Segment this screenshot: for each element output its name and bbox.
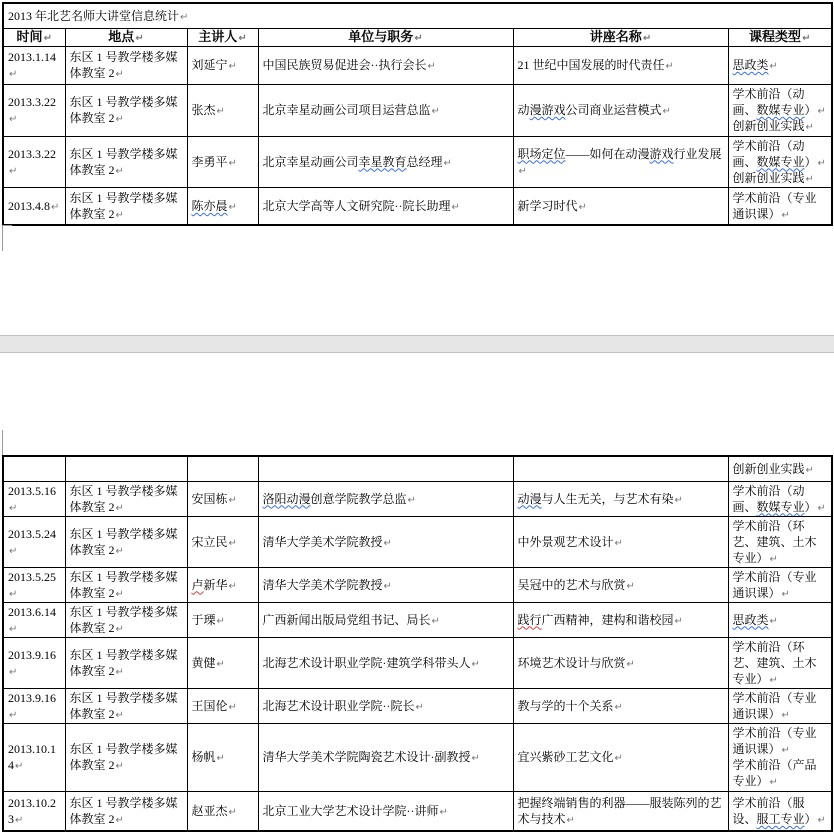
paragraph-mark-icon: ↵ xyxy=(626,658,635,670)
cell-paragraph: 学术前沿（动画、数媒专业）↵ xyxy=(732,138,826,169)
paragraph-mark-icon: ↵ xyxy=(228,580,237,592)
cell-paragraph: 吴冠中的艺术与欣赏↵ xyxy=(517,577,635,592)
table-cell[interactable] xyxy=(3,516,65,567)
table-cell[interactable] xyxy=(3,723,65,791)
title-row xyxy=(3,3,832,28)
table-cell[interactable] xyxy=(728,602,832,637)
paragraph-mark-icon: ↵ xyxy=(781,745,790,756)
paragraph-mark-icon: ↵ xyxy=(614,537,623,549)
paragraph-mark-icon: ↵ xyxy=(9,545,18,557)
cell-paragraph: 东区 1 号教学楼多媒体教室 2↵ xyxy=(69,569,178,600)
cell-paragraph: 2013.3.22↵ xyxy=(8,146,56,177)
cell-paragraph: 创新创业实践↵ xyxy=(732,170,814,185)
paragraph-mark-icon: ↵ xyxy=(383,580,392,592)
cell-paragraph: 2013.1.14↵ xyxy=(8,50,56,80)
table-cell[interactable] xyxy=(187,46,258,84)
spellcheck-squiggle: 思政类 xyxy=(732,58,769,72)
paragraph-mark-icon: ↵ xyxy=(665,61,674,72)
table-cell[interactable] xyxy=(65,46,187,84)
table-cell[interactable] xyxy=(65,136,187,187)
cell-paragraph: 于瑮↵ xyxy=(191,612,225,627)
table-cell[interactable] xyxy=(728,456,832,481)
table-cell[interactable] xyxy=(65,481,187,516)
paragraph-mark-icon: ↵ xyxy=(802,33,811,44)
paragraph-mark-icon: ↵ xyxy=(9,709,18,721)
paragraph-mark-icon: ↵ xyxy=(115,588,124,600)
cell-paragraph: 中外景观艺术设计↵ xyxy=(517,534,623,549)
table-cell[interactable] xyxy=(3,688,65,723)
cell-paragraph: 动漫游戏公司商业运营模式↵ xyxy=(517,103,671,117)
paragraph-mark-icon: ↵ xyxy=(415,701,424,713)
paragraph-mark-icon: ↵ xyxy=(216,658,225,670)
cell-paragraph: 环境艺术设计与欣赏↵ xyxy=(517,655,635,670)
paragraph-mark-icon: ↵ xyxy=(216,106,225,117)
cell-paragraph: 学术前沿（专业通识课）↵ xyxy=(732,190,817,221)
table-row xyxy=(3,84,832,136)
table-cell[interactable] xyxy=(65,688,187,723)
spellcheck-squiggle: 思政类 xyxy=(732,612,769,627)
cell-paragraph: 学术前沿（环艺、建筑、土木专业）↵ xyxy=(732,639,817,686)
paragraph-mark-icon: ↵ xyxy=(9,69,18,80)
lecture-info-table-page2 xyxy=(2,455,833,832)
paragraph-mark-icon: ↵ xyxy=(662,106,671,117)
table-row xyxy=(3,602,832,637)
cell-paragraph: 东区 1 号教学楼多媒体教室 2↵ xyxy=(69,483,178,514)
paragraph-mark-icon: ↵ xyxy=(9,502,18,514)
spellcheck-squiggle: 数媒专业 xyxy=(756,103,805,117)
paragraph-mark-icon: ↵ xyxy=(115,709,124,721)
table-cell[interactable] xyxy=(513,187,728,225)
paragraph-mark-icon: ↵ xyxy=(817,502,826,514)
paragraph-mark-icon: ↵ xyxy=(674,615,683,627)
cell-paragraph: 广西新闻出版局党组书记、局长↵ xyxy=(262,612,440,627)
table-cell[interactable] xyxy=(258,637,513,688)
cell-paragraph: 清华大学美术学院教授↵ xyxy=(262,534,392,549)
table-cell[interactable] xyxy=(187,481,258,516)
paragraph-mark-icon: ↵ xyxy=(431,106,440,117)
table-cell[interactable] xyxy=(65,723,187,791)
table-cell[interactable] xyxy=(3,791,65,831)
cell-paragraph: 学术前沿（动画、数媒专业）↵ xyxy=(732,87,826,117)
paragraph-mark-icon: ↵ xyxy=(216,615,225,627)
header-label: 单位与职务 xyxy=(348,29,414,44)
cell-paragraph: 洛阳动漫创意学院教学总监↵ xyxy=(262,491,416,506)
table-cell[interactable] xyxy=(258,136,513,187)
paragraph-mark-icon: ↵ xyxy=(228,201,237,213)
paragraph-mark-icon: ↵ xyxy=(115,814,124,826)
paragraph-mark-icon: ↵ xyxy=(228,806,237,818)
column-header-organization[interactable] xyxy=(258,28,513,46)
table-cell[interactable] xyxy=(187,602,258,637)
cell-paragraph: 北海艺术设计职业学院·建筑学科带头人↵ xyxy=(262,655,480,670)
paragraph-mark-icon: ↵ xyxy=(674,494,683,506)
paragraph-mark-icon: ↵ xyxy=(407,494,416,506)
paragraph-mark-icon: ↵ xyxy=(626,580,635,592)
table-cell[interactable] xyxy=(187,688,258,723)
header-label: 主讲人 xyxy=(198,29,238,44)
paragraph-mark-icon: ↵ xyxy=(471,753,480,764)
table-cell[interactable] xyxy=(3,637,65,688)
table-cell[interactable] xyxy=(65,84,187,136)
paragraph-mark-icon: ↵ xyxy=(228,494,237,506)
spellcheck-squiggle: 卢 xyxy=(191,577,204,592)
paragraph-mark-icon: ↵ xyxy=(115,502,124,514)
table-cell[interactable] xyxy=(728,46,832,84)
paragraph-mark-icon: ↵ xyxy=(115,666,124,678)
paragraph-mark-icon: ↵ xyxy=(9,165,18,177)
paragraph-mark-icon: ↵ xyxy=(115,545,124,557)
title-text: 2013 年北艺名师大讲堂信息统计 xyxy=(8,8,180,23)
table-cell[interactable] xyxy=(187,791,258,831)
table-cell[interactable] xyxy=(258,602,513,637)
paragraph-mark-icon: ↵ xyxy=(769,674,778,686)
header-row xyxy=(3,28,832,46)
table-row xyxy=(3,456,832,481)
cell-paragraph: 东区 1 号教学楼多媒体教室 2↵ xyxy=(69,95,178,125)
paragraph-mark-icon: ↵ xyxy=(769,553,778,565)
table-cell[interactable] xyxy=(513,637,728,688)
table-cell[interactable] xyxy=(728,791,832,831)
table-cell[interactable] xyxy=(513,567,728,602)
cell-paragraph xyxy=(192,198,254,214)
table-cell[interactable] xyxy=(65,187,187,225)
paragraph-mark-icon: ↵ xyxy=(614,701,623,713)
paragraph-mark-icon: ↵ xyxy=(115,165,124,177)
table-cell[interactable] xyxy=(187,84,258,136)
table-cell[interactable] xyxy=(3,481,65,516)
table-cell[interactable] xyxy=(3,602,65,637)
table-cell[interactable] xyxy=(3,456,65,481)
paragraph-mark-icon: ↵ xyxy=(439,806,448,818)
cell-paragraph: 黄健↵ xyxy=(191,655,225,670)
table-cell[interactable] xyxy=(513,516,728,567)
text-boundary-corner-icon xyxy=(2,225,12,251)
table-cell[interactable] xyxy=(258,723,513,791)
paragraph-mark-icon: ↵ xyxy=(9,623,18,635)
cell-paragraph: 安国栋↵ xyxy=(191,491,237,506)
table-row xyxy=(3,516,832,567)
cell-paragraph: 张杰↵ xyxy=(191,103,225,117)
table-cell[interactable] xyxy=(513,84,728,136)
paragraph-mark-icon: ↵ xyxy=(817,157,826,169)
paragraph-mark-icon: ↵ xyxy=(115,761,124,772)
paragraph-mark-icon: ↵ xyxy=(383,537,392,549)
table-cell[interactable] xyxy=(65,456,187,481)
cell-paragraph: 北京工业大学艺术设计学院··讲师↵ xyxy=(262,803,448,818)
table-cell[interactable] xyxy=(728,637,832,688)
spellcheck-squiggle: 服工专业 xyxy=(756,811,805,826)
spellcheck-squiggle: 动漫 xyxy=(517,491,542,506)
table-cell[interactable] xyxy=(187,723,258,791)
cell-paragraph: 东区 1 号教学楼多媒体教室 2↵ xyxy=(69,50,178,80)
cell-paragraph: 新学习时代↵ xyxy=(517,198,587,213)
cell-paragraph: 北京大学高等人文研究院··院长助理↵ xyxy=(262,198,460,213)
cell-paragraph: 杨帆↵ xyxy=(191,750,225,764)
table-cell[interactable] xyxy=(258,456,513,481)
cell-paragraph: 北京幸星动画公司幸星教育总经理↵ xyxy=(262,154,452,169)
table-cell[interactable] xyxy=(187,516,258,567)
cell-paragraph: 创新创业实践↵ xyxy=(732,461,814,476)
paragraph-mark-icon: ↵ xyxy=(228,537,237,549)
table-cell[interactable] xyxy=(3,84,65,136)
cell-paragraph: 学术前沿（动画、数媒专业）↵ xyxy=(732,483,826,514)
paragraph-mark-icon: ↵ xyxy=(614,753,623,764)
table-row xyxy=(3,46,832,84)
cell-paragraph: 职场定位——如何在动漫游戏行业发展↵ xyxy=(517,146,722,177)
spellcheck-squiggle: 幸星教育 xyxy=(358,154,407,169)
paragraph-mark-icon: ↵ xyxy=(451,201,460,213)
cell-paragraph: 王国伦↵ xyxy=(191,698,237,713)
table-cell[interactable] xyxy=(187,567,258,602)
paragraph-mark-icon: ↵ xyxy=(9,114,18,125)
cell-paragraph: 2013.5.25↵ xyxy=(8,569,56,600)
spellcheck-squiggle: 数媒专业 xyxy=(756,499,805,514)
paragraph-mark-icon: ↵ xyxy=(443,157,452,169)
cell-paragraph: 学术前沿（专业通识课）↵ xyxy=(732,726,817,756)
table-cell[interactable] xyxy=(258,481,513,516)
spellcheck-squiggle: 洛阳动漫 xyxy=(262,491,311,506)
cell-paragraph: 宜兴紫砂工艺文化↵ xyxy=(517,750,623,764)
table-row xyxy=(3,723,832,791)
table-cell[interactable] xyxy=(728,567,832,602)
table-cell[interactable] xyxy=(513,481,728,516)
table-cell[interactable] xyxy=(65,602,187,637)
table-cell[interactable] xyxy=(513,602,728,637)
paragraph-mark-icon: ↵ xyxy=(805,464,814,476)
table-cell[interactable] xyxy=(258,688,513,723)
header-label: 地点 xyxy=(108,29,135,44)
paragraph-mark-icon: ↵ xyxy=(518,165,527,177)
table-cell[interactable] xyxy=(728,187,832,225)
spellcheck-squiggle: 职场定位 xyxy=(517,146,566,161)
table-cell[interactable] xyxy=(513,46,728,84)
cell-paragraph: 中国民族贸易促进会··执行会长↵ xyxy=(262,58,436,72)
page-break-separator xyxy=(0,335,834,353)
table-cell[interactable] xyxy=(258,187,513,225)
cell-paragraph: 学术前沿（专业通识课）↵ xyxy=(732,569,817,600)
cell-paragraph: 学术前沿（专业通识课）↵ xyxy=(732,690,817,721)
cell-paragraph: 李勇平↵ xyxy=(191,154,237,169)
paragraph-mark-icon: ↵ xyxy=(228,61,237,72)
table-cell[interactable] xyxy=(728,723,832,791)
cell-paragraph: 2013.5.24↵ xyxy=(8,526,56,557)
cell-paragraph: 2013.4.8↵ xyxy=(8,198,60,213)
cell-paragraph: 东区 1 号教学楼多媒体教室 2↵ xyxy=(69,795,178,826)
paragraph-mark-icon: ↵ xyxy=(9,666,18,678)
cell-paragraph: 把握终端销售的利器——服装陈列的艺术与技术↵ xyxy=(517,795,722,826)
paragraph-mark-icon: ↵ xyxy=(9,588,18,600)
paragraph-mark-icon: ↵ xyxy=(769,777,778,788)
table-cell[interactable] xyxy=(3,46,65,84)
paragraph-mark-icon: ↵ xyxy=(805,173,814,185)
table-cell[interactable] xyxy=(3,187,65,225)
table-cell[interactable] xyxy=(65,791,187,831)
table-cell[interactable] xyxy=(728,688,832,723)
table-row xyxy=(3,187,832,225)
table-row xyxy=(3,791,832,831)
table-cell[interactable] xyxy=(728,481,832,516)
table-cell[interactable] xyxy=(728,84,832,136)
table-cell[interactable] xyxy=(3,567,65,602)
spellcheck-squiggle: 践行 xyxy=(517,612,542,627)
paragraph-mark-icon: ↵ xyxy=(238,33,247,44)
cell-paragraph: 北海艺术设计职业学院··院长↵ xyxy=(262,698,424,713)
table-cell[interactable] xyxy=(513,136,728,187)
cell-paragraph: 北京幸星动画公司项目运营总监↵ xyxy=(262,103,440,117)
table-row xyxy=(3,567,832,602)
column-header-location[interactable] xyxy=(65,28,187,46)
table-cell[interactable] xyxy=(513,456,728,481)
table-cell[interactable] xyxy=(258,84,513,136)
cell-paragraph: 2013.5.16↵ xyxy=(8,483,56,514)
cell-paragraph: 2013.3.22↵ xyxy=(8,95,56,125)
cell-paragraph: 2013.9.16↵ xyxy=(8,647,56,678)
paragraph-mark-icon: ↵ xyxy=(427,61,436,72)
cell-paragraph: 2013.9.16↵ xyxy=(8,690,56,721)
paragraph-mark-icon: ↵ xyxy=(769,61,778,72)
cell-paragraph: 刘延宁↵ xyxy=(191,58,237,72)
spellcheck-squiggle: 数媒专业 xyxy=(756,154,805,169)
cell-paragraph: 清华大学美术学院陶瓷艺术设计·副教授↵ xyxy=(262,750,480,764)
cell-paragraph: 清华大学美术学院教授↵ xyxy=(262,577,392,592)
cell-paragraph: 卢新华↵ xyxy=(191,577,237,592)
cell-paragraph: 学术前沿（服设、服工专业）↵ xyxy=(732,795,826,826)
cell-paragraph: 宋立民↵ xyxy=(191,534,237,549)
cell-paragraph: 2013.10.14↵ xyxy=(8,742,56,772)
paragraph-mark-icon: ↵ xyxy=(781,588,790,600)
cell-paragraph: 东区 1 号教学楼多媒体教室 2↵ xyxy=(69,526,178,557)
table-cell[interactable] xyxy=(728,516,832,567)
table-cell[interactable] xyxy=(513,723,728,791)
cell-paragraph: 东区 1 号教学楼多媒体教室 2↵ xyxy=(69,146,178,177)
paragraph-mark-icon: ↵ xyxy=(228,701,237,713)
table-cell[interactable] xyxy=(187,136,258,187)
paragraph-mark-icon: ↵ xyxy=(115,69,124,80)
paragraph-mark-icon: ↵ xyxy=(566,814,575,826)
paragraph-mark-icon: ↵ xyxy=(817,814,826,826)
paragraph-mark-icon: ↵ xyxy=(15,814,24,826)
cell-paragraph: 21 世纪中国发展的时代责任↵ xyxy=(517,58,674,72)
table-row xyxy=(3,136,832,187)
table-row xyxy=(3,481,832,516)
cell-paragraph: 学术前沿（产品专业）↵ xyxy=(732,758,817,788)
document-title[interactable] xyxy=(3,3,832,28)
paragraph-mark-icon: ↵ xyxy=(769,615,778,627)
column-header-course-type[interactable] xyxy=(728,28,832,46)
cell-paragraph xyxy=(733,612,828,628)
cell-paragraph: 创新创业实践↵ xyxy=(732,119,814,133)
cell-paragraph: 东区 1 号教学楼多媒体教室 2↵ xyxy=(69,190,178,221)
paragraph-mark-icon: ↵ xyxy=(115,623,124,635)
cell-paragraph: 践行广西精神，建构和谐校园↵ xyxy=(517,612,683,627)
paragraph-mark-icon: ↵ xyxy=(51,201,60,213)
paragraph-mark-icon: ↵ xyxy=(115,114,124,125)
table-cell[interactable] xyxy=(65,637,187,688)
table-cell[interactable] xyxy=(258,791,513,831)
cell-paragraph: 2013.6.14↵ xyxy=(8,604,56,635)
table-cell[interactable] xyxy=(65,516,187,567)
table-cell[interactable] xyxy=(3,136,65,187)
paragraph-mark-icon: ↵ xyxy=(414,33,423,44)
table-cell[interactable] xyxy=(258,516,513,567)
cell-paragraph: 东区 1 号教学楼多媒体教室 2↵ xyxy=(69,742,178,772)
cell-paragraph: 2013.10.23↵ xyxy=(8,795,56,826)
lecture-info-table-page1 xyxy=(2,2,833,226)
paragraph-mark-icon: ↵ xyxy=(781,209,790,221)
cell-paragraph: 动漫与人生无关，与艺术有染↵ xyxy=(517,491,683,506)
header-label: 讲座名称 xyxy=(589,29,642,44)
table-row xyxy=(3,637,832,688)
cell-paragraph: 学术前沿（环艺、建筑、土木专业）↵ xyxy=(732,518,817,565)
paragraph-mark-icon: ↵ xyxy=(642,33,652,44)
paragraph-mark-icon: ↵ xyxy=(15,761,24,772)
column-header-lecture-name[interactable] xyxy=(513,28,728,46)
header-label: 时间 xyxy=(16,29,43,44)
table-cell[interactable] xyxy=(187,637,258,688)
spellcheck-squiggle: 漫游戏 xyxy=(529,103,566,117)
cell-paragraph: 东区 1 号教学楼多媒体教室 2↵ xyxy=(69,604,178,635)
paragraph-mark-icon: ↵ xyxy=(817,106,826,117)
spellcheck-squiggle: 游戏 xyxy=(649,146,674,161)
table-cell[interactable] xyxy=(728,136,832,187)
table-row xyxy=(3,688,832,723)
table-cell[interactable] xyxy=(513,791,728,831)
cell-paragraph xyxy=(733,57,828,73)
paragraph-mark-icon: ↵ xyxy=(43,33,52,44)
table-cell[interactable] xyxy=(187,187,258,225)
table-cell[interactable] xyxy=(258,567,513,602)
paragraph-mark-icon: ↵ xyxy=(805,122,814,133)
paragraph-mark-icon: ↵ xyxy=(135,33,144,44)
header-label: 课程类型 xyxy=(749,29,802,44)
paragraph-mark-icon: ↵ xyxy=(115,209,124,221)
column-header-speaker[interactable] xyxy=(187,28,258,46)
text-boundary-corner-icon xyxy=(2,430,12,456)
paragraph-mark-icon: ↵ xyxy=(431,615,440,627)
paragraph-mark-icon: ↵ xyxy=(180,11,189,23)
cell-paragraph: 赵亚杰↵ xyxy=(191,803,237,818)
paragraph-mark-icon: ↵ xyxy=(578,201,587,213)
cell-paragraph: 东区 1 号教学楼多媒体教室 2↵ xyxy=(69,690,178,721)
paragraph-mark-icon: ↵ xyxy=(471,658,480,670)
table-cell[interactable] xyxy=(187,456,258,481)
cell-paragraph: 东区 1 号教学楼多媒体教室 2↵ xyxy=(69,647,178,678)
column-header-time[interactable] xyxy=(3,28,65,46)
cell-paragraph: 教与学的十个关系↵ xyxy=(517,698,623,713)
table-cell[interactable] xyxy=(258,46,513,84)
table-cell[interactable] xyxy=(65,567,187,602)
paragraph-mark-icon: ↵ xyxy=(781,709,790,721)
spellcheck-squiggle: 陈亦晨 xyxy=(191,198,228,213)
paragraph-mark-icon: ↵ xyxy=(216,753,225,764)
paragraph-mark-icon: ↵ xyxy=(228,157,237,169)
table-cell[interactable] xyxy=(513,688,728,723)
